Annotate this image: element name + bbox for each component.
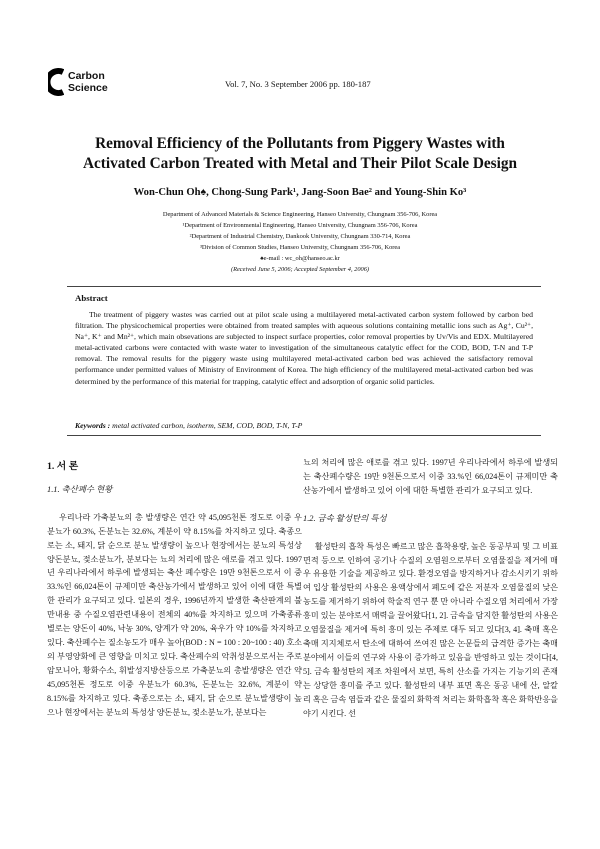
section-heading: 1. 서 론 <box>47 461 79 472</box>
logo-line1: Carbon <box>68 70 105 82</box>
keywords-list: metal activated carbon, isotherm, SEM, COD, BOD, T-N, T-P <box>112 421 303 430</box>
carbon-science-logo-icon <box>48 68 64 96</box>
received-dates: (Received June 5, 2006; Accepted September 4, 2006) <box>230 266 370 273</box>
logo-line2: Science <box>68 82 108 94</box>
journal-logo <box>48 68 108 96</box>
body-paragraph: 우리나라 가축분뇨의 총 발생량은 연간 약 45,095천톤 정도로 이중 우분뇨가 60.3%, 돈분뇨는 32.6%, 계분이 약 8.15%를 차지하고 있다. 축종으로는 소, 돼지, 닭 순으로 분뇨 발생량이 높으나 현장에서는 분뇨의 특성상 양돈분뇨, 젖소분뇨가, 분보다는 뇨의 처리에 많은 애로를 겪고 있다. 1997년 우리나라에서 하루에 발생되는 축산 폐수량은 19만 9천톤으로서 이 중 33.%인 66,024톤이 규제미만 축산농가에서 발생하고 있어 이에 대한 특별한 관리가 요구되고 있다. 일본의 경우, 1996년까지 발생한 축산판계의 불만내용 중 수질오염관련내용이 전체의 40%를 차지하고 있으며 가축종류별로는 양돈이 40%, 낙농 30%, 양계가 약 20%, 육우가 약 10%를 차지하고 있다. 축산폐수는 질소농도가 매우 높아(BOD : N = 100 : 20~100 : 40) 호소의 부영양화에 큰 영향을 미치고 있다. 축산폐수의 악취성분으로서는 주로 암모니아, 황화수소, 휘발성지방산등으로 가축분뇨의 총발생량은 연간 약 45,095천톤 정도로 이중 우분뇨가 60.3%, 돈분뇨는 32.6%, 계분이 약 8.15%를 차지하고 있다. 축종으로는 소, 돼지, 닭 순으로 분뇨발생량이 높으나 현장에서는 분뇨의 특성상 양돈분뇨, 젖소분뇨가, 분보다는 <box>47 512 302 717</box>
paper-title <box>30 134 570 174</box>
author-list: Won-Chun Oh♠, Chong-Sung Park¹, Jang-Soon Bae² and Young-Shin Ko³ <box>133 187 467 198</box>
subsection-heading: 1.1. 축산폐수 현황 <box>47 484 113 494</box>
abstract-heading: Abstract <box>75 293 108 303</box>
affiliation: ¹Department of Environmental Engineering, Hanseo University, Chungnam 356-706, Korea <box>182 222 418 229</box>
affiliation: ²Department of Industrial Chemistry, Dankook University, Chungnam 330-714, Korea <box>189 233 411 240</box>
right-column <box>303 456 558 720</box>
email: ♠e-mail : wc_oh@hanseo.ac.kr <box>260 255 340 262</box>
abstract-text: The treatment of piggery wastes was carried out at pilot scale using a multilayered metal-activated carbon system followed by carbon bed filtration. The physicochemical properties were obtained from treated samples with aqueous solutions containing metallic ions such as Ag⁺, Cu²⁺, Na⁺, K⁺ and Mn²⁺, which main obsevations are subjected to inspect surface properties, color removal properties by Uv/Vis and EDX. Multilayered metal-activated carbons were contacted with waste water to investigation of the simultaneous catalytic effect for the COD, BOD, T-N and T-P removal. The removal results for the piggery waste using multilayered metal-activated carbon bed was achieved the satisfactory removal performance under permitted values of Ministry of Environment of Korea. The high efficiency of the multilayered metal-activated carbon bed was determined by the performance of this material for trapping, catalytic effect and adsorption of organic solid particles. <box>75 310 533 386</box>
left-column <box>47 456 302 719</box>
keywords <box>75 421 535 430</box>
title-line1: Removal Efficiency of the Pollutants from Piggery Wastes with <box>95 135 505 152</box>
body-paragraph: 뇨의 처리에 많은 애로를 겪고 있다. 1997년 우리나라에서 하루에 발생되는 축산폐수량은 19만 9천톤으로서 이중 33.%인 66,024톤이 규제미만 축산농가에서 발생하고 있어 이에 대한 특별한 관리가 요구되고 있다. <box>303 458 558 495</box>
affiliation: ³Division of Common Studies, Hanseo University, Chungnam 356-706, Korea <box>199 244 401 251</box>
affiliation: Department of Advanced Materials & Science Engineering, Hanseo University, Chungnam 356-706, Korea <box>162 211 438 218</box>
body-paragraph: 활성탄의 흡착 특성은 빠르고 많은 흡착용량, 높은 동공부피 및 그 비표면적 등으로 인하여 공기나 수질의 오염원으로부터 오염물질을 제거에 매우 유용한 기술을 제공하고 있다. 환경오염을 방지하거나 감소시키기 위하여 입상 활성탄의 사용은 용액상에서 폐도에 같은 저분자 오염물질의 낮은 농도를 제거하기 위하여 학술적 연구 뿐 만 아니라 수질오염 처리에서 가장 흥미 있는 분야로서 매력을 끌어왔다[1, 2]. 금속을 담지한 활성탄의 사용은 오염물질을 제거에 특히 흥미 있는 주제로 대두 되고 있다[3, 4]. 축매 혹은 축매 지지체로서 탄소에 대하여 쓰여진 많은 논문들의 급격한 증가는 축매분야에서 이들의 연구와 사용이 증가하고 있음을 반영하고 있는 것이다[4, 5]. 금속 활성탄의 제조 차원에서 보면, 특히 산소를 가지는 기능기의 존재는 상당한 흥미를 주고 있다. 활성탄의 내부 표면 혹은 동공 내에 산, 알칼리 혹은 금속 염들과 같은 물질의 화학적 처리는 화학흡착 혹은 화학반응을 야기 시킨다. 선 <box>303 541 558 718</box>
affiliations <box>0 209 600 275</box>
keywords-label: Keywords : <box>75 421 111 430</box>
journal-info: Vol. 7, No. 3 September 2006 pp. 180-187 <box>225 79 371 89</box>
title-line2: Activated Carbon Treated with Metal and Their Pilot Scale Design <box>82 155 518 172</box>
subsection-heading: 1.2. 금속 활성탄의 특성 <box>303 513 387 523</box>
